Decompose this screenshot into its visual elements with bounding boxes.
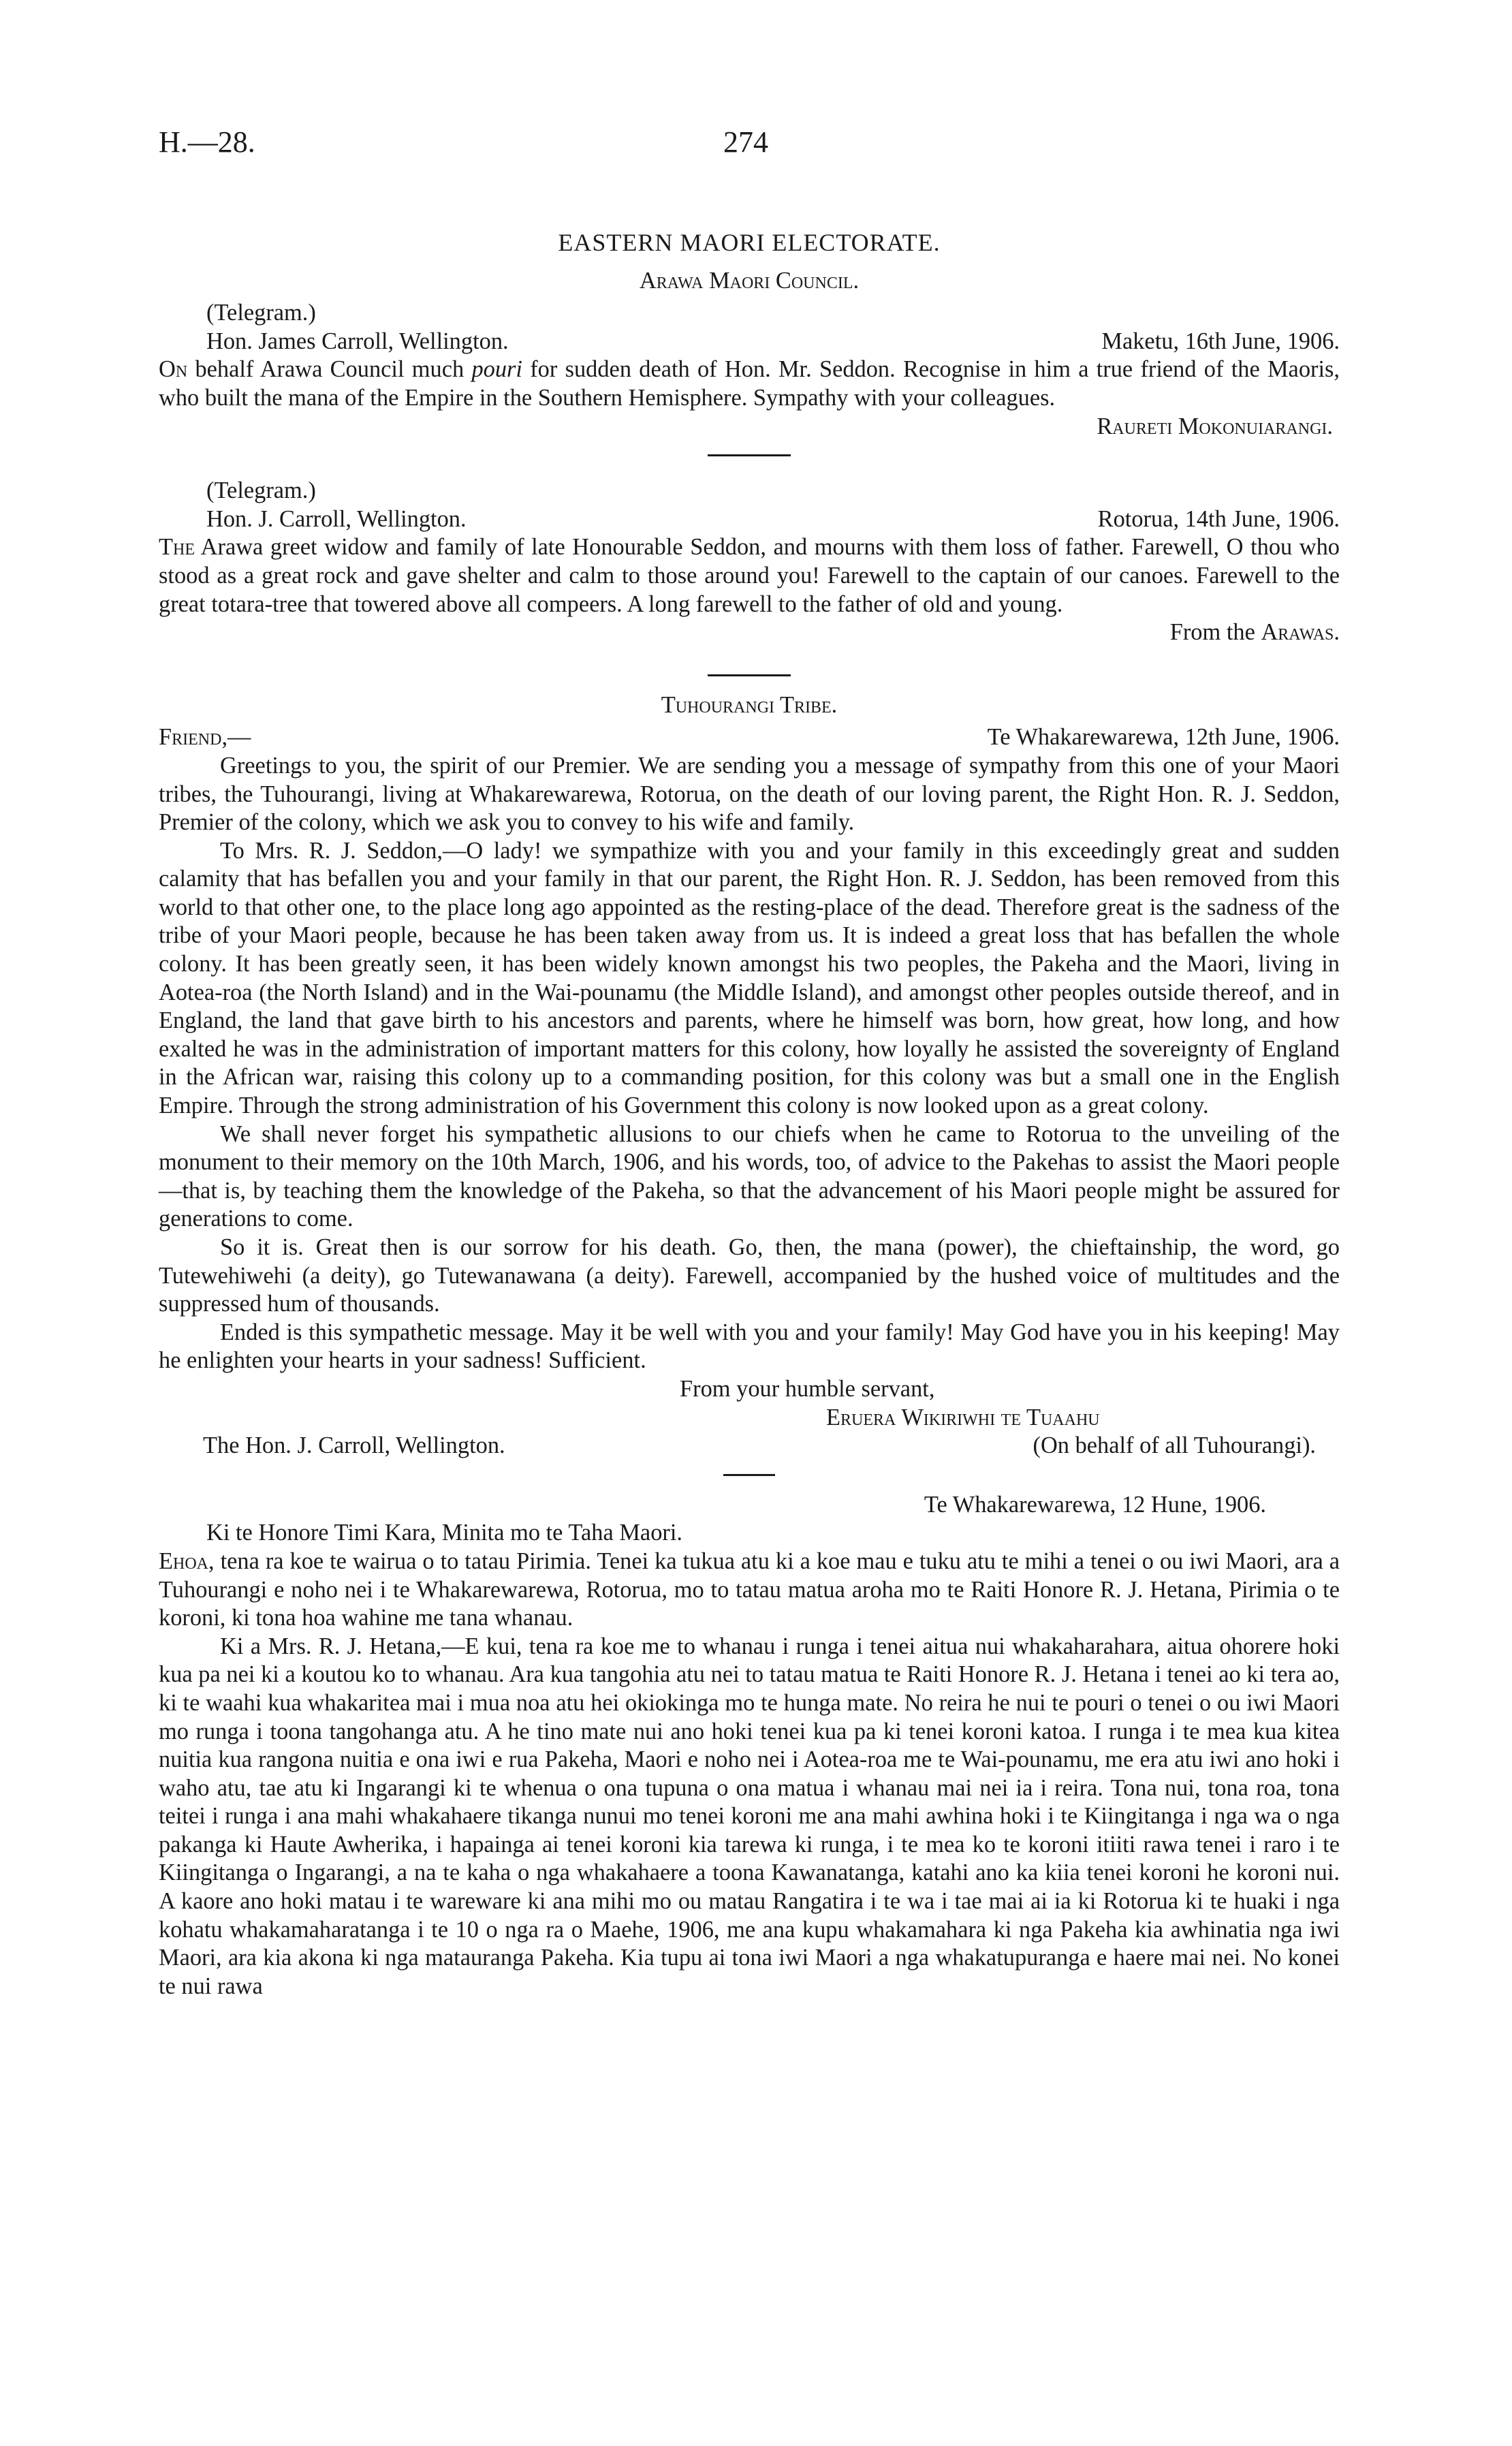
telegram-body bbox=[159, 356, 1340, 412]
italic-word: pouri bbox=[471, 356, 522, 383]
document-reference: H.—28. bbox=[159, 125, 255, 159]
telegram-addressee: Hon. J. Carroll, Wellington. bbox=[206, 505, 467, 532]
letter-opening-line bbox=[159, 723, 1340, 752]
tuhourangi-heading: Tuhourangi Tribe. bbox=[661, 691, 838, 718]
letter-signer: Eruera Wikiriwhi te Tuaahu bbox=[826, 1404, 1100, 1430]
divider bbox=[708, 454, 791, 456]
body-text: for sudden death of Hon. Mr. Seddon. Recognise in him a true friend of the Maoris, who built the mana of the Empire in the Southern Hemisphere. Sympathy with your colleagues. bbox=[159, 356, 1340, 411]
maori-addressee: Ki te Honore Timi Kara, Minita mo te Taha Maori. bbox=[206, 1520, 682, 1546]
telegram-signature: Raureti Mokonuiarangi. bbox=[1097, 413, 1333, 439]
page-body bbox=[159, 229, 1340, 2001]
telegram-label: (Telegram.) bbox=[206, 300, 316, 326]
lead-word: The bbox=[159, 534, 195, 561]
salutation: Friend,— bbox=[159, 724, 251, 751]
telegram-address-line bbox=[159, 328, 1340, 356]
letter-paragraph: So it is. Great then is our sorrow for his death. Go, then, the mana (power), the chieftainship, the word, go Tutewehiwehi (a deity), go Tutewanawana (a deity). Farewell, accompanied by the hushed voice of multitudes and the suppressed hum of thousands. bbox=[159, 1234, 1340, 1317]
body-text: Arawa greet widow and family of late Honourable Seddon, and mourns with them loss of father. Farewell, O thou who stood as a great rock and gave shelter and calm to those around you! Farewell to the captain of our canoes. Farewell to the great totara-tree that towered above all compeers. A long farewell to the father of old and young. bbox=[159, 534, 1340, 617]
section-title: EASTERN MAORI ELECTORATE. bbox=[558, 229, 941, 256]
telegram-addressee: Hon. James Carroll, Wellington. bbox=[206, 328, 509, 354]
letter-paragraph: Ki a Mrs. R. J. Hetana,—E kui, tena ra koe me to whanau i runga i tenei aitua nui whakaharahara, aitua ohorere hoki kua pa nei ki a koutou ko to whanau. Ara kua tangohia atu nei to tatau matua te Raiti Honore R. J. Hetana i tenei ao ki tera ao, ki te waahi kua whakaritea mai i mua noa atu hei okiokinga mo te hunga mate. No reira he nui te pouri o tenei o ou iwi Maori mo runga i toona tangohanga atu. A he tino mate nui ano hoki tenei kua pa ki tenei koroni katoa. I runga i te mea kua kitea nuitia kua rangona nuitia e ona iwi e rua Pakeha, Maori e noho nei i Aotea-roa me te Wai-pounamu, me era atu iwi ano hoki i waho atu, tae atu ki Ingarangi ki te whenua o ona tupuna o ona matua i whanau mai nei ia i reira. Tona nui, tona roa, tona teitei i runga i ana mahi whakahaere tikanga nunui mo tenei koroni me ana mahi awhina hoki i te Kiingitanga i nga wa o nga pakanga ki Haute Awherika, i hapainga ai tenei koroni kia tarewa ki runga, i te mea ko te koroni itiiti rawa tenei i raro i te Kiingitanga o Ingarangi, a na te kaha o nga whakahaere a toona Kawanatanga, katahi ano ka kiia tenei koroni he koroni nui. A kaore ano hoki matau i te wareware ki ana mihi mo ou matau Rangatira i te wa i tae mai ai ia ki Rotorua ki te huaki i nga kohatu whakamaharatanga i te 10 o nga ra o Maehe, 1906, me ana kupu whakamahara ki nga Pakeha kia awhinatia nga iwi Maori, ara kia akona ki nga matauranga Pakeha. Kia tupu ai tona iwi Maori a nga whakatupuranga e haere mai nei. No konei te nui rawa bbox=[159, 1633, 1340, 1999]
divider bbox=[723, 1474, 775, 1476]
letter-place-date: Te Whakarewarewa, 12th June, 1906. bbox=[987, 724, 1340, 751]
telegram-body bbox=[159, 533, 1340, 618]
divider bbox=[708, 674, 791, 676]
body-text: behalf Arawa Council much bbox=[195, 356, 464, 383]
maori-place-date: Te Whakarewarewa, 12 Hune, 1906. bbox=[924, 1491, 1266, 1518]
body-text: tena ra koe te wairua o to tatau Pirimia. Tenei ka tukua atu ki a koe mau e tuku atu te mihi a tenei o ou iwi Maori, ara a Tuhourangi e noho nei i te Whakarewarewa, Rotorua, mo to tatau matua aroha mo te Raiti Honore R. J. Hetana, Pirimia o te koroni, ki tona hoa wahine me tana whanau. bbox=[159, 1548, 1340, 1631]
letter-closing: From your humble servant, bbox=[680, 1375, 935, 1402]
arawa-council-heading: Arawa Maori Council. bbox=[639, 267, 860, 294]
sign-name: Arawas. bbox=[1261, 619, 1340, 646]
telegram-place-date: Maketu, 16th June, 1906. bbox=[1101, 328, 1340, 354]
sign-prefix: From the bbox=[1169, 619, 1255, 646]
telegram-address-line bbox=[159, 505, 1340, 534]
telegram-label: (Telegram.) bbox=[206, 477, 316, 504]
telegram-place-date: Rotorua, 14th June, 1906. bbox=[1097, 505, 1340, 532]
page-number: 274 bbox=[723, 125, 768, 159]
lead-word: Ehoa, bbox=[159, 1548, 215, 1574]
letter-paragraph: Greetings to you, the spirit of our Premier. We are sending you a message of sympathy from this one of your Maori tribes, the Tuhourangi, living at Whakarewarewa, Rotorua, on the death of our loving parent, the Right Hon. R. J. Seddon, Premier of the colony, which we ask you to convey to his wife and family. bbox=[159, 752, 1340, 836]
letter-on-behalf: (On behalf of all Tuhourangi). bbox=[1033, 1432, 1316, 1459]
lead-word: On bbox=[159, 356, 188, 383]
letter-paragraph: To Mrs. R. J. Seddon,—O lady! we sympathize with you and your family in this exceedingly great and sudden calamity that has befallen you and your family in that our parent, the Right Hon. R. J. Seddon, has been removed from this world to that other one, to the place long ago appointed as the resting-place of the dead. Therefore great is the sadness of the tribe of your Maori people, because he has been taken away from us. It is indeed a great loss that has befallen the whole colony. It has been greatly seen, it has been widely known amongst his two peoples, the Pakeha and the Maori, living in Aotea-roa (the North Island) and in the Wai-pounamu (the Middle Island), and amongst other peoples outside thereof, and in England, the land that gave birth to his ancestors and parents, where he himself was born, how great, how long, and how exalted he was in the administration of important matters for this colony, how loyally he assisted the sovereignty of England in the African war, raising this colony up to a commanding position, for this colony was but a small one in the English Empire. Through the strong administration of his Government this colony is now looked upon as a great colony. bbox=[159, 837, 1340, 1119]
letter-addressee: The Hon. J. Carroll, Wellington. bbox=[203, 1432, 505, 1459]
letter-paragraph: We shall never forget his sympathetic allusions to our chiefs when he came to Rotorua to the unveiling of the monument to their memory on the 10th March, 1906, and his words, too, of advice to the Pakehas to assist the Maori people—that is, by teaching them the knowledge of the Pakeha, so that the advancement of his Maori people might be assured for generations to come. bbox=[159, 1120, 1340, 1232]
telegram-signature bbox=[159, 618, 1340, 647]
letter-paragraph: Ended is this sympathetic message. May it be well with you and your family! May God have you in his keeping! May he enlighten your hearts in your sadness! Sufficient. bbox=[159, 1319, 1340, 1374]
letter-footer-line bbox=[159, 1432, 1340, 1460]
letter-paragraph bbox=[159, 1548, 1340, 1633]
